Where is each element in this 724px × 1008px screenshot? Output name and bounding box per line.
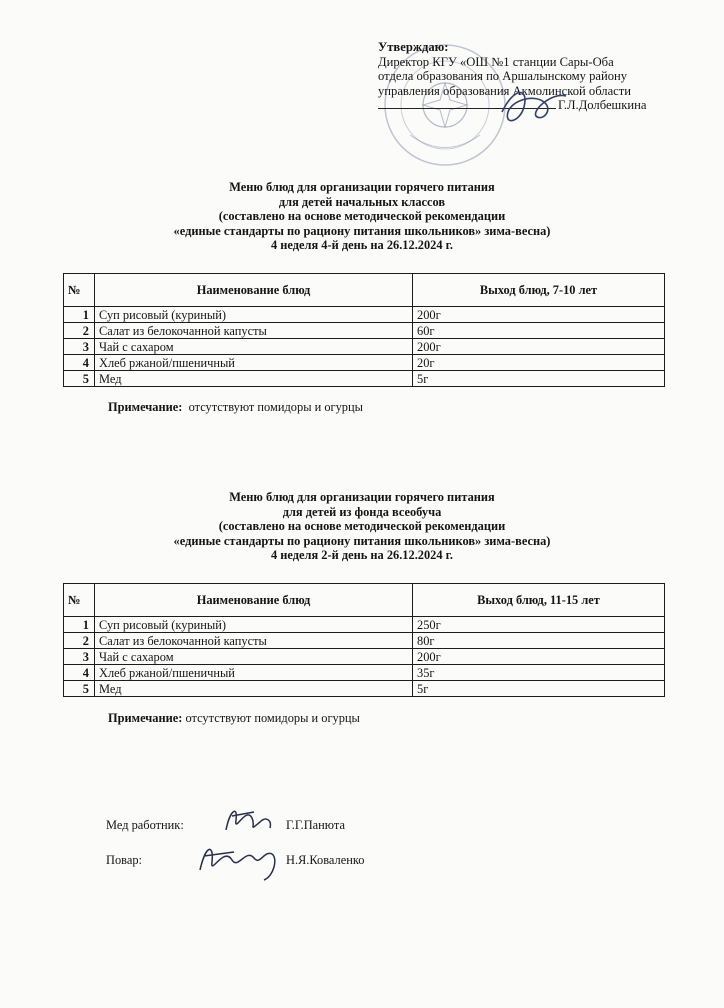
dish-output: 200г bbox=[413, 649, 665, 665]
row-number: 4 bbox=[64, 355, 95, 371]
menu-heading bbox=[0, 490, 724, 563]
column-header: № bbox=[64, 274, 95, 307]
dish-name: Мед bbox=[95, 371, 413, 387]
cook-signature-image bbox=[194, 836, 284, 886]
approval-line: отдела образования по Аршалынскому району bbox=[378, 69, 628, 83]
staff-name: Н.Я.Коваленко bbox=[286, 853, 365, 867]
dish-output: 35г bbox=[413, 665, 665, 681]
menu-table bbox=[63, 583, 665, 697]
dish-output: 80г bbox=[413, 633, 665, 649]
heading-line: Меню блюд для организации горячего питания bbox=[229, 490, 495, 504]
row-number: 1 bbox=[64, 307, 95, 323]
approval-signatory: Г.Л.Долбешкина bbox=[558, 98, 647, 112]
dish-output: 5г bbox=[413, 681, 665, 697]
menu-heading bbox=[0, 180, 724, 253]
heading-line: для детей начальных классов bbox=[278, 194, 446, 209]
approval-line: управления образования Акмолинской области bbox=[378, 83, 632, 98]
column-header: Наименование блюд bbox=[95, 274, 413, 307]
heading-line: для детей из фонда всеобуча bbox=[282, 504, 442, 519]
row-number: 5 bbox=[64, 681, 95, 697]
dish-name: Салат из белокочанной капусты bbox=[95, 323, 413, 339]
dish-name: Суп рисовый (куриный) bbox=[95, 617, 413, 633]
dish-name: Хлеб ржаной/пшеничный bbox=[95, 355, 413, 371]
dish-output: 200г bbox=[413, 307, 665, 323]
heading-line: 4 неделя 4-й день на 26.12.2024 г. bbox=[270, 238, 454, 253]
heading-line: (составлено на основе методической рекомендации bbox=[218, 209, 506, 224]
menu-note bbox=[108, 400, 363, 415]
staff-role: Мед работник: bbox=[106, 818, 184, 832]
heading-line: «единые стандарты по рациону питания школьников» зима-весна) bbox=[173, 533, 551, 548]
table-row bbox=[64, 633, 665, 649]
column-header: Выход блюд, 7-10 лет bbox=[413, 274, 665, 307]
table-row bbox=[64, 665, 665, 681]
dish-output: 5г bbox=[413, 371, 665, 387]
director-signature-image bbox=[494, 82, 574, 132]
row-number: 1 bbox=[64, 617, 95, 633]
note-label: Примечание: bbox=[108, 711, 183, 725]
approval-title: Утверждаю: bbox=[378, 40, 449, 54]
row-number: 5 bbox=[64, 371, 95, 387]
dish-name: Хлеб ржаной/пшеничный bbox=[95, 665, 413, 681]
dish-name: Чай с сахаром bbox=[95, 339, 413, 355]
table-header-row bbox=[64, 584, 665, 617]
dish-output: 250г bbox=[413, 617, 665, 633]
table-row bbox=[64, 355, 665, 371]
heading-line: «единые стандарты по рациону питания школьников» зима-весна) bbox=[173, 223, 551, 238]
row-number: 4 bbox=[64, 665, 95, 681]
staff-name: Г.Г.Панюта bbox=[286, 818, 345, 832]
menu-note bbox=[108, 711, 360, 726]
staff-role: Повар: bbox=[106, 853, 142, 867]
dish-name: Суп рисовый (куриный) bbox=[95, 307, 413, 323]
row-number: 3 bbox=[64, 649, 95, 665]
heading-line: Меню блюд для организации горячего питания bbox=[229, 180, 495, 194]
menu-table bbox=[63, 273, 665, 387]
heading-line: 4 неделя 2-й день на 26.12.2024 г. bbox=[270, 548, 454, 563]
table-row bbox=[64, 323, 665, 339]
column-header: № bbox=[64, 584, 95, 617]
dish-name: Мед bbox=[95, 681, 413, 697]
row-number: 2 bbox=[64, 323, 95, 339]
column-header: Наименование блюд bbox=[95, 584, 413, 617]
row-number: 3 bbox=[64, 339, 95, 355]
dish-output: 60г bbox=[413, 323, 665, 339]
table-row bbox=[64, 371, 665, 387]
dish-name: Чай с сахаром bbox=[95, 649, 413, 665]
note-text: отсутствуют помидоры и огурцы bbox=[188, 400, 363, 414]
note-text: отсутствуют помидоры и огурцы bbox=[185, 711, 360, 725]
dish-output: 200г bbox=[413, 339, 665, 355]
heading-line: (составлено на основе методической рекомендации bbox=[218, 519, 506, 534]
table-row bbox=[64, 681, 665, 697]
row-number: 2 bbox=[64, 633, 95, 649]
note-label: Примечание: bbox=[108, 400, 183, 414]
table-row bbox=[64, 649, 665, 665]
table-header-row bbox=[64, 274, 665, 307]
table-row bbox=[64, 307, 665, 323]
column-header: Выход блюд, 11-15 лет bbox=[413, 584, 665, 617]
dish-name: Салат из белокочанной капусты bbox=[95, 633, 413, 649]
table-row bbox=[64, 617, 665, 633]
medic-signature-image bbox=[220, 800, 280, 840]
dish-output: 20г bbox=[413, 355, 665, 371]
table-row bbox=[64, 339, 665, 355]
approval-line: Директор КГУ «ОШ №1 станции Сары-Оба bbox=[378, 54, 614, 69]
